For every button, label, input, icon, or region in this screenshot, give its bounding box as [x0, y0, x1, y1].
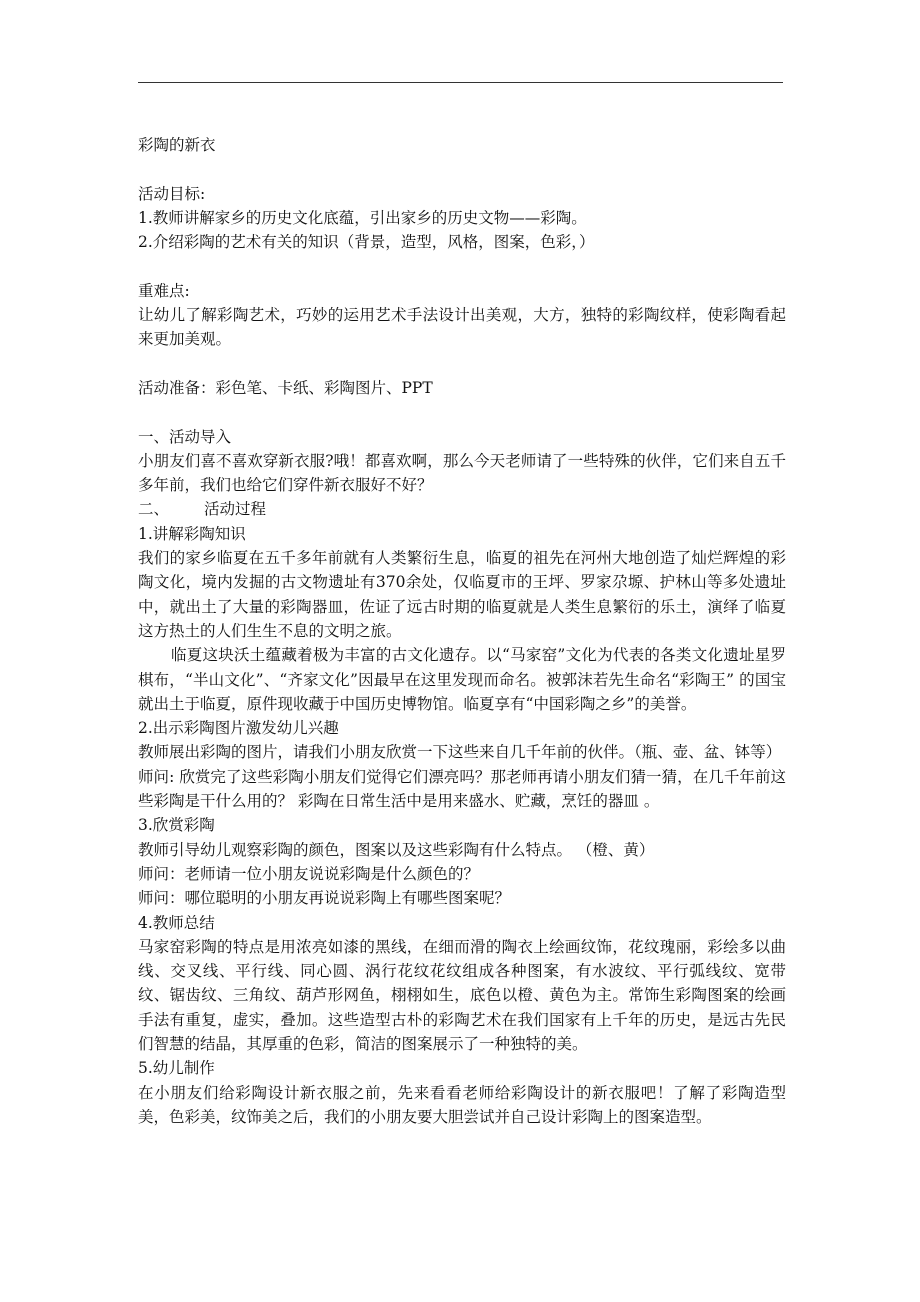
- goal-item: 2.介绍彩陶的艺术有关的知识（背景，造型，风格，图案，色彩，）: [138, 233, 595, 252]
- step3-question: 师问：老师请一位小朋友说说彩陶是什么颜色的？: [138, 864, 480, 883]
- step1-paragraph: 我们的家乡临夏在五千多年前就有人类繁衍生息，临夏的祖先在河州大地创造了灿烂辉煌的彩陶文化，境内发掘的古文物遗址有370余处，仅临夏市的王坪、罗家尕塬、护林山等多处遗址中，就出土了大量的彩陶器皿，佐证了远古时期的临夏就是人类生息繁衍的乐土，演绎了临夏这方热土的人们生生不息的文明之旅。: [138, 549, 786, 640]
- section2-label: 活动过程: [204, 500, 267, 519]
- step3-heading: 3.欣赏彩陶: [138, 816, 215, 835]
- step1-heading: 1.讲解彩陶知识: [138, 524, 246, 543]
- section1-text: 小朋友们喜不喜欢穿新衣服?哦！都喜欢啊，那么今天老师请了一些特殊的伙伴，它们来自五千多年前，我们也给它们穿件新衣服好不好？: [138, 451, 786, 495]
- goal-item: 1.教师讲解家乡的历史文化底蕴，引出家乡的历史文物——彩陶。: [138, 208, 587, 227]
- step2-heading: 2.出示彩陶图片激发幼儿兴趣: [138, 719, 339, 738]
- step5-paragraph: 在小朋友们给彩陶设计新衣服之前，先来看看老师给彩陶设计的新衣服吧！了解了彩陶造型美，色彩美，纹饰美之后，我们的小朋友要大胆尝试并自己设计彩陶上的图案造型。: [138, 1083, 786, 1126]
- goals-heading: 活动目标:: [138, 184, 206, 203]
- step3-question: 师问：哪位聪明的小朋友再说说彩陶上有哪些图案呢？: [138, 889, 511, 908]
- step2-question: 师问: 欣赏完了这些彩陶小朋友们觉得它们漂亮吗？那老师再请小朋友们猜一猜，在几千年前这些彩陶是干什么用的？ 彩陶在日常生活中是用来盛水、贮藏，烹饪的器皿 。: [138, 767, 786, 811]
- document-title: 彩陶的新衣: [138, 136, 216, 154]
- preparation-text: 活动准备：彩色笔、卡纸、彩陶图片、PPT: [138, 378, 433, 397]
- section1-heading: 一、活动导入: [138, 427, 232, 446]
- section2-heading: [138, 497, 786, 521]
- document-body: [138, 133, 786, 1129]
- keypoints-heading: 重难点:: [138, 281, 190, 300]
- step5-heading: 5.幼儿制作: [138, 1059, 215, 1078]
- section2-number: 二、: [138, 500, 170, 519]
- step2-paragraph: 教师展出彩陶的图片，请我们小朋友欣赏一下这些来自几千年前的伙伴。（瓶、壶、盆、钵等）: [138, 743, 782, 762]
- step3-paragraph: 教师引导幼儿观察彩陶的颜色，图案以及这些彩陶有什么特点。 （橙、黄）: [138, 840, 655, 859]
- step4-heading: 4.教师总结: [138, 913, 215, 932]
- header-rule: [138, 82, 783, 83]
- keypoints-text: 让幼儿了解彩陶艺术，巧妙的运用艺术手法设计出美观，大方，独特的彩陶纹样，使彩陶看起来更加美观。: [138, 306, 786, 349]
- step4-paragraph: 马家窑彩陶的特点是用浓亮如漆的黑线，在细而滑的陶衣上绘画纹饰，花纹瑰丽，彩绘多以曲线、交叉线、平行线、同心圆、涡行花纹花纹组成各种图案，有水波纹、平行弧线纹、宽带纹、锯齿纹、三角纹、葫芦形网鱼，栩栩如生，底色以橙、黄色为主。常饰生彩陶图案的绘画手法有重复，虚实，叠加。这些造型古朴的彩陶艺术在我们国家有上千年的历史，是远古先民们智慧的结晶，其厚重的色彩，简洁的图案展示了一种独特的美。: [138, 937, 786, 1053]
- step1-paragraph: 临夏这块沃土蕴藏着极为丰富的古文化遗存。以“马家窑”文化为代表的各类文化遗址星罗棋布，“半山文化”、“齐家文化”因最早在这里发现而命名。被郭沫若先生命名“彩陶王” 的国宝就出土于临夏，原件现收藏于中国历史博物馆。临夏享有“中国彩陶之乡”的美誉。: [138, 646, 786, 713]
